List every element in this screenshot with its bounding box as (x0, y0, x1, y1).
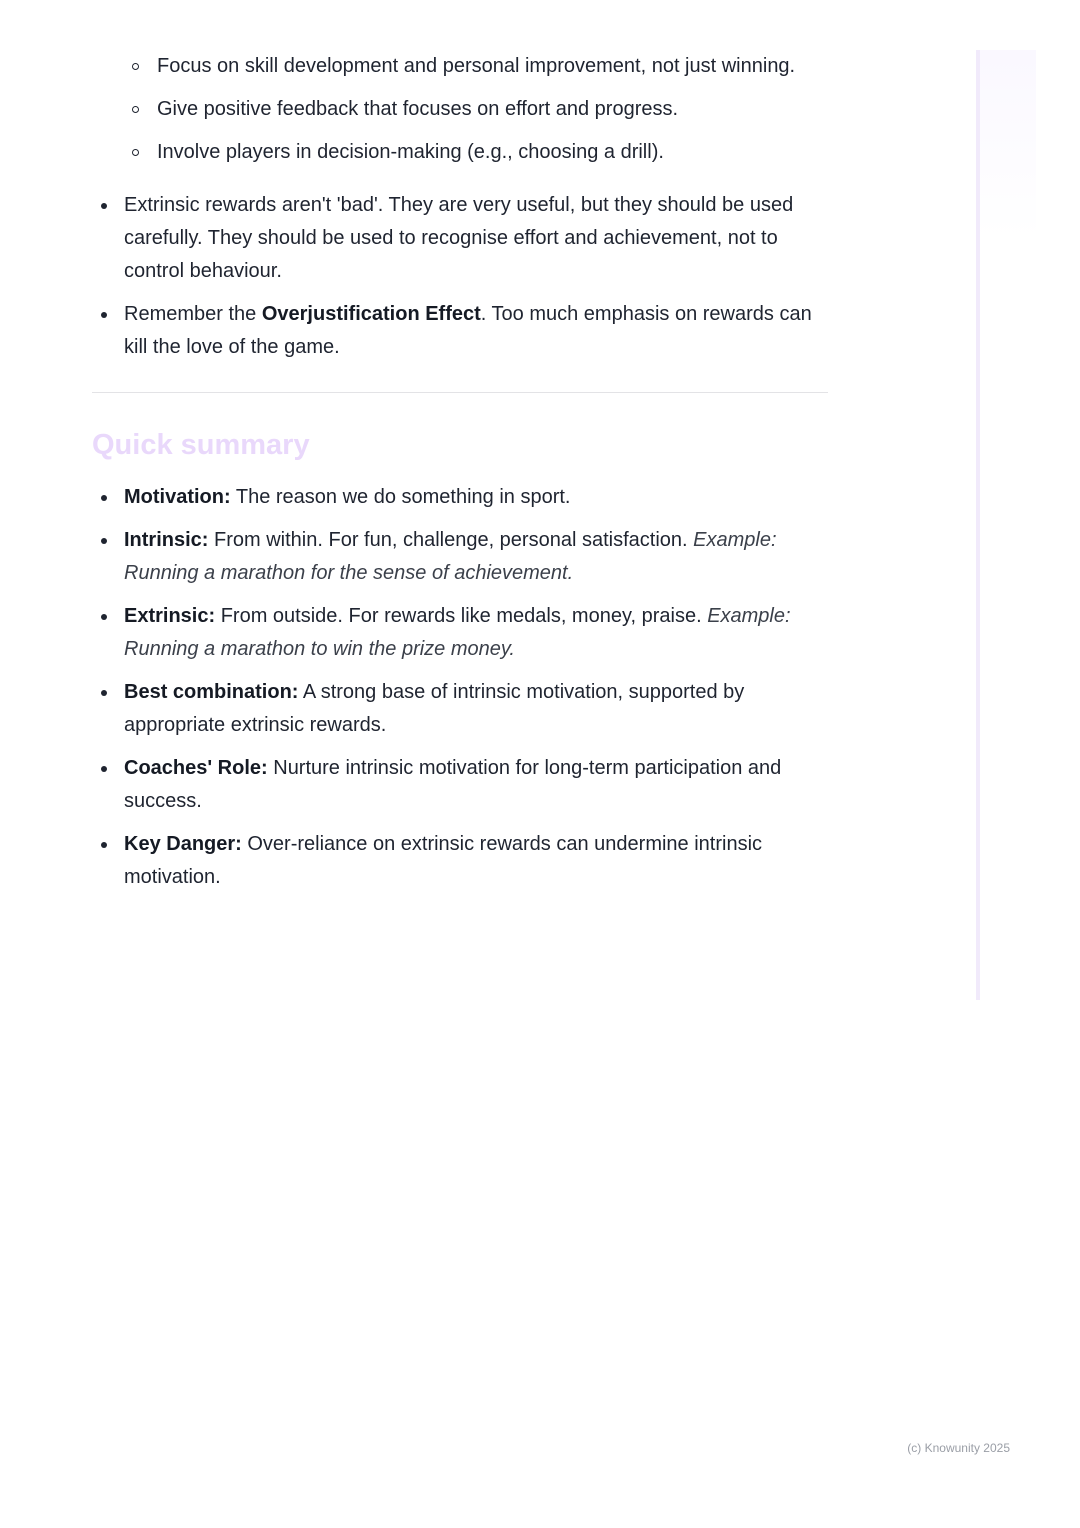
summary-item (92, 600, 832, 666)
coach-tips-sublist (92, 50, 832, 169)
summary-term: Intrinsic: (124, 529, 209, 551)
summary-text: From within. For fun, challenge, personal satisfaction. (208, 529, 694, 551)
summary-list (92, 481, 832, 894)
summary-item (92, 676, 832, 742)
summary-text: A strong base of intrinsic motivation, supported by appropriate extrinsic rewards. (124, 681, 745, 736)
summary-text: Over-reliance on extrinsic rewards can undermine intrinsic motivation. (124, 833, 763, 888)
list-item (92, 298, 832, 364)
summary-text: Nurture intrinsic motivation for long-term participation and success. (124, 757, 782, 812)
summary-example: Example: Running a marathon to win the prize money. (124, 605, 791, 660)
summary-item (92, 828, 832, 894)
copyright-footer: (c) Knowunity 2025 (907, 1441, 1010, 1455)
summary-text: The reason we do something in sport. (230, 486, 571, 508)
summary-term: Coaches' Role: (124, 757, 268, 779)
section-divider (92, 392, 828, 393)
list-item: Focus on skill development and personal improvement, not just winning. (132, 50, 832, 83)
document-content (92, 50, 832, 904)
summary-example: Example: Running a marathon for the sense of achievement. (124, 529, 777, 584)
list-item: Involve players in decision-making (e.g., choosing a drill). (132, 136, 832, 169)
summary-item (92, 481, 832, 514)
summary-item (92, 524, 832, 590)
overjustification-term: Overjustification Effect (261, 303, 481, 325)
summary-term: Key Danger: (124, 833, 242, 855)
summary-term: Best combination: (124, 681, 299, 703)
quick-summary-heading: Quick summary (92, 429, 310, 461)
list-item: Extrinsic rewards aren't 'bad'. They are very useful, but they should be used carefully. They should be used to recognise effort and achievement, not to control behaviour. (92, 189, 832, 288)
list-item: Give positive feedback that focuses on effort and progress. (132, 93, 832, 126)
side-margin-panel (976, 50, 1036, 1000)
summary-text: From outside. For rewards like medals, money, praise. (215, 605, 708, 627)
summary-term: Extrinsic: (124, 605, 216, 627)
advice-list (92, 189, 832, 364)
summary-term: Motivation: (124, 486, 231, 508)
summary-item (92, 752, 832, 818)
overjustification-lead: Remember the (124, 303, 262, 325)
overjustification-text: . Too much emphasis on rewards can kill the love of the game. (124, 303, 812, 358)
